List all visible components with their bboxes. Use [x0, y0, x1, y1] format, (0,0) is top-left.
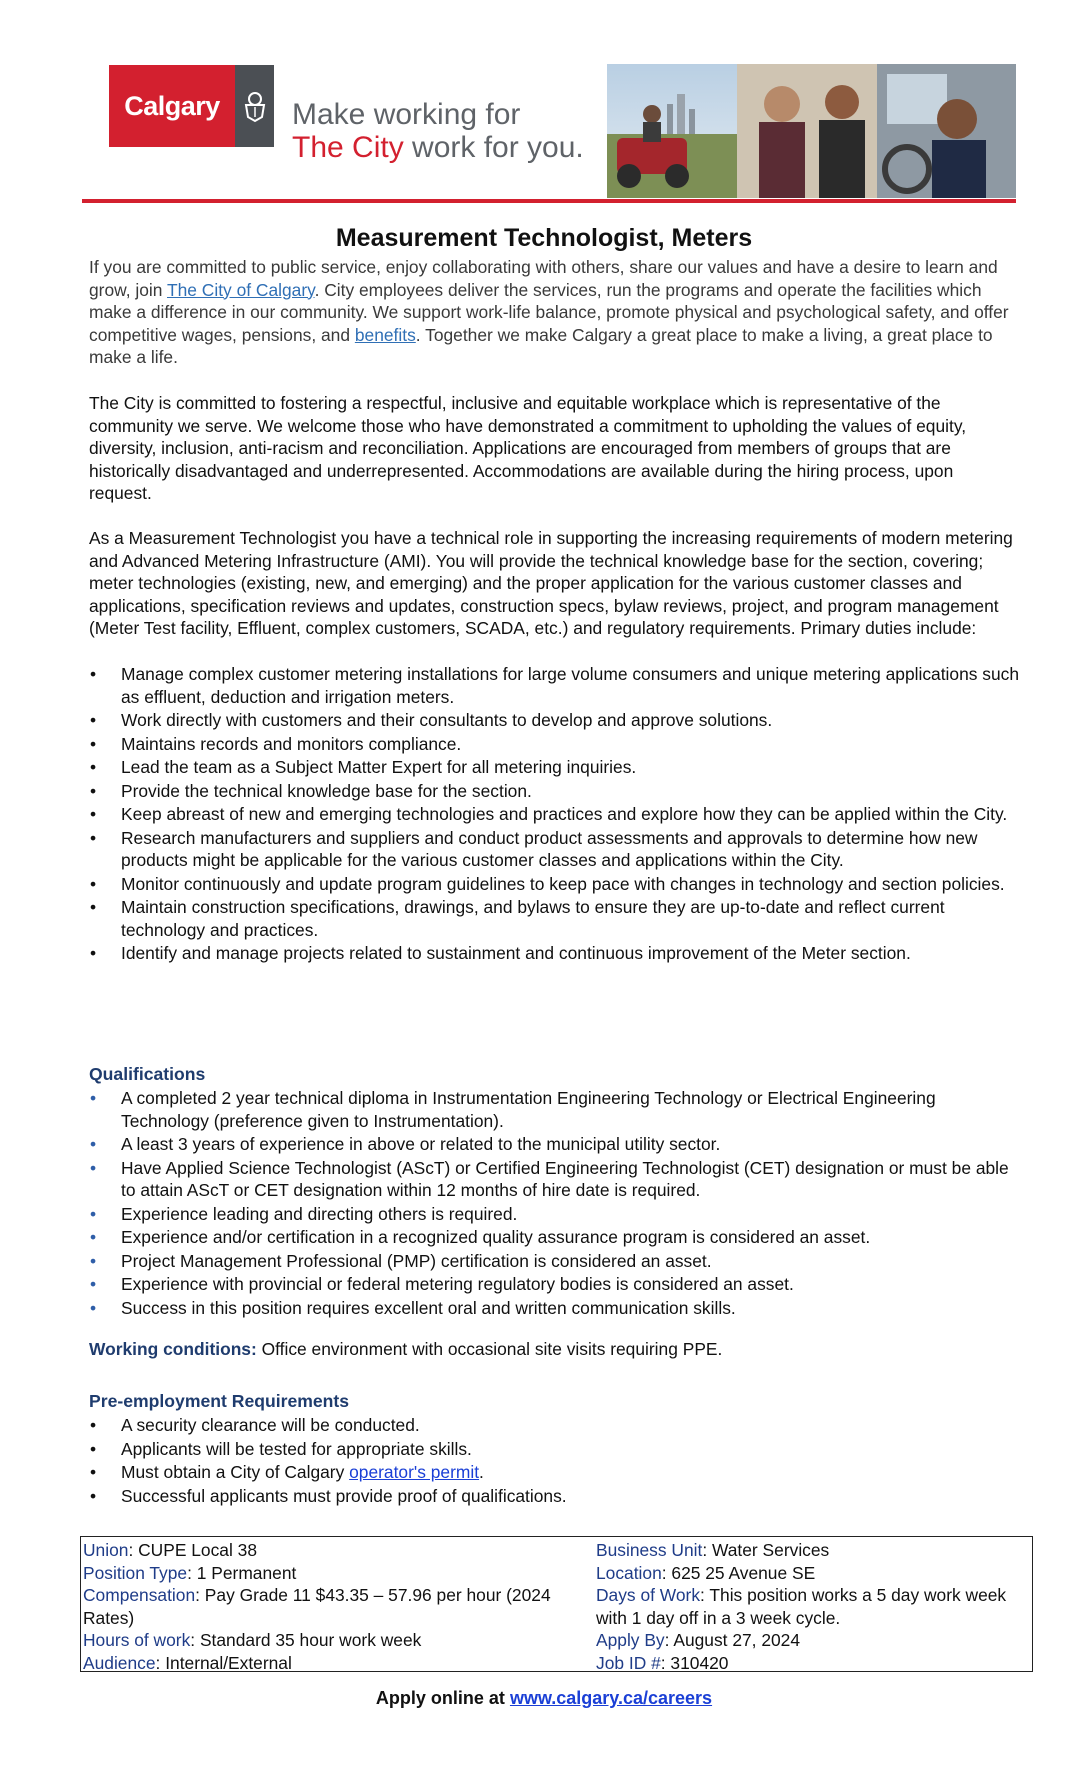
- bullet-icon: •: [90, 1438, 97, 1459]
- list-item: • Must obtain a City of Calgary operator's permit.: [90, 1462, 484, 1482]
- list-item: [89, 1414, 1019, 1437]
- list-item-text: Maintain construction specifications, drawings, and bylaws to ensure they are up-to-date and reflect current technology and practices.: [121, 897, 945, 940]
- detail-label: Job ID #: [596, 1652, 661, 1673]
- intro-text-1: If you are committed to public service, enjoy collaborating with others, share our values and have a desire to learn and grow, join: [89, 257, 998, 300]
- bullet-icon: •: [90, 1274, 97, 1294]
- detail-row: [596, 1562, 1026, 1585]
- list-item: [89, 1133, 1019, 1156]
- list-item: [89, 1226, 1019, 1249]
- detail-label: Hours of work: [83, 1630, 191, 1650]
- detail-label: Position Type: [83, 1562, 188, 1583]
- bullet-icon: •: [90, 733, 97, 754]
- detail-row: [596, 1652, 1026, 1675]
- pre-employment-heading: Pre-employment Requirements: [89, 1391, 350, 1411]
- intro-text-2: . City employees deliver the services, run the programs and operate the facilities which make a difference in our community. We support work-life balance, promote physical and psychological safety, and offer competitive wages, pensions, and: [89, 279, 1009, 345]
- bullet-icon: •: [90, 780, 97, 801]
- list-item: [89, 1485, 1019, 1508]
- tagline-rest: work for you.: [403, 131, 584, 164]
- list-item-text: Experience and/or certification in a recognized quality assurance program is considered an asset.: [121, 1227, 871, 1247]
- list-item: [89, 1438, 1019, 1461]
- list-item-text: Keep abreast of new and emerging technologies and practices and explore how they can be applied within the City.: [121, 804, 1008, 824]
- list-item-text: A completed 2 year technical diploma in Instrumentation Engineering Technology or Electrical Engineering Technology (preference given to Instrumentation).: [121, 1088, 936, 1131]
- list-item: [89, 942, 1019, 965]
- bullet-icon: •: [90, 1088, 97, 1108]
- list-item: [89, 803, 1019, 826]
- detail-label: Union: [83, 1540, 129, 1560]
- banner: [82, 62, 1016, 204]
- job-details-right: [596, 1539, 1026, 1674]
- bullet-icon: •: [90, 710, 97, 730]
- detail-row: [83, 1562, 573, 1585]
- job-details-table: [80, 1536, 1033, 1672]
- bullet-icon: •: [90, 873, 97, 894]
- list-item-text: Success in this position requires excellent oral and written communication skills.: [121, 1297, 736, 1318]
- bullet-icon: •: [90, 827, 97, 848]
- bullet-icon: •: [90, 1462, 97, 1482]
- list-item-text: Project Management Professional (PMP) certification is considered an asset.: [121, 1250, 712, 1271]
- list-item: [89, 873, 1019, 896]
- list-item-text: Applicants will be tested for appropriate skills.: [121, 1438, 472, 1459]
- working-conditions-label: Working conditions:: [89, 1339, 257, 1359]
- detail-value: : Internal/External: [155, 1652, 292, 1673]
- list-item-text: A least 3 years of experience in above or related to the municipal utility sector.: [121, 1134, 721, 1154]
- list-item: [89, 780, 1019, 803]
- list-item: [89, 733, 1019, 756]
- list-item-text: Must obtain a City of Calgary: [121, 1462, 350, 1482]
- list-item-text: Have Applied Science Technologist (AScT) or Certified Engineering Technologist (CET) designation or must be able to attain AScT or CET designation within 12 months of hire date is required.: [121, 1157, 1009, 1200]
- city-logo: [109, 65, 274, 147]
- bullet-icon: •: [90, 1250, 97, 1271]
- apply-online: [0, 1688, 1088, 1709]
- banner-tagline: [292, 98, 584, 164]
- bullet-icon: •: [90, 1227, 97, 1247]
- detail-row: [83, 1629, 573, 1652]
- list-item-text: Work directly with customers and their consultants to develop and approve solutions.: [121, 710, 773, 730]
- intro-text-3: . Together we make Calgary a great place to make a living, a great place to make a life.: [89, 324, 993, 367]
- detail-value: : 625 25 Avenue SE: [661, 1562, 816, 1583]
- list-item-text: Experience leading and directing others is required.: [121, 1203, 518, 1224]
- working-conditions: [89, 1338, 1019, 1361]
- detail-row: [596, 1539, 1026, 1562]
- detail-value: : 1 Permanent: [187, 1562, 297, 1583]
- list-item-text: Monitor continuously and update program guidelines to keep pace with changes in technology and section policies.: [121, 873, 1005, 894]
- banner-divider: [82, 199, 1016, 203]
- list-item: [89, 1273, 1019, 1296]
- pre-employment-list: [89, 1414, 1019, 1508]
- list-item: [89, 709, 1019, 732]
- page-title: Measurement Technologist, Meters: [335, 224, 753, 252]
- list-item-text: Maintains records and monitors compliance.: [121, 733, 462, 754]
- intro-paragraph: [89, 256, 1019, 369]
- benefits-link[interactable]: benefits: [354, 324, 416, 345]
- detail-row: [83, 1539, 573, 1562]
- tagline-line-2: [292, 131, 584, 164]
- detail-row: [83, 1584, 573, 1629]
- bullet-icon: •: [90, 1134, 97, 1154]
- list-item: [89, 1203, 1019, 1226]
- detail-row: [596, 1629, 1026, 1652]
- list-item: [89, 1087, 1019, 1132]
- detail-label: Business Unit: [596, 1540, 703, 1560]
- detail-value: : CUPE Local 38: [128, 1540, 258, 1560]
- list-item-text: Research manufacturers and suppliers and conduct product assessments and approvals to determine how new products might be applicable for the various customer classes and applications within the City.: [121, 827, 978, 870]
- qualifications-list: [89, 1087, 1019, 1320]
- list-item-text: Identify and manage projects related to sustainment and continuous improvement of the Meter section.: [121, 943, 911, 963]
- detail-label: Apply By: [596, 1630, 665, 1650]
- detail-label: Days of Work: [596, 1585, 701, 1605]
- detail-value: : Pay Grade 11 $43.35 – 57.96 per hour (2024 Rates): [83, 1585, 551, 1628]
- inclusion-paragraph: The City is committed to fostering a respectful, inclusive and equitable workplace which is representative of the community we serve. We welcome those who have demonstrated a commitment to upholding the values of equity, diversity, inclusion, anti-racism and reconciliation. Applications are encouraged from members of groups that are historically disadvantaged and underrepresented. Accommodations are available during the hiring process, upon request.: [89, 393, 967, 503]
- list-item-text: Lead the team as a Subject Matter Expert for all metering inquiries.: [121, 757, 637, 777]
- apply-text: Apply online at: [375, 1688, 510, 1708]
- careers-link[interactable]: www.calgary.ca/careers: [509, 1688, 713, 1708]
- operators-permit-link[interactable]: operator's permit: [349, 1462, 480, 1482]
- tagline-line-1: Make working for: [292, 98, 521, 131]
- detail-value: : 310420: [660, 1652, 729, 1673]
- working-conditions-text: Office environment with occasional site visits requiring PPE.: [256, 1339, 723, 1359]
- list-item-text: Experience with provincial or federal metering regulatory bodies is considered an asset.: [121, 1274, 794, 1294]
- bullet-icon: •: [90, 664, 97, 684]
- detail-label: Location: [596, 1562, 662, 1583]
- job-details-left: [83, 1539, 573, 1674]
- bullet-icon: •: [90, 1297, 97, 1318]
- bullet-icon: •: [90, 1415, 97, 1435]
- logo-wordmark: Calgary: [109, 65, 235, 147]
- list-item-text: Manage complex customer metering installations for large volume consumers and unique metering applications such as effluent, deduction and irrigation meters.: [121, 664, 1020, 707]
- list-item: [89, 827, 1019, 872]
- role-paragraph: As a Measurement Technologist you have a technical role in supporting the increasing requirements of modern metering and Advanced Metering Infrastructure (AMI). You will provide the technical knowledge base for the section, covering; meter technologies (existing, new, and emerging) and the proper application for the various customer classes and applications, specification reviews and updates, construction specs, bylaw reviews, project, and program management (Meter Test facility, Effluent, complex customers, SCADA, etc.) and regulatory requirements. Primary duties include:: [89, 528, 1013, 638]
- list-item: [89, 1297, 1019, 1320]
- list-item-text: Provide the technical knowledge base for the section.: [121, 780, 532, 801]
- qualifications-heading: Qualifications: [89, 1064, 206, 1084]
- duties-list: [89, 663, 1019, 966]
- detail-label: Audience: [83, 1652, 156, 1673]
- bullet-icon: •: [90, 757, 97, 777]
- list-item-text: Successful applicants must provide proof of qualifications.: [121, 1485, 567, 1506]
- list-item: [89, 756, 1019, 779]
- bullet-icon: •: [90, 1157, 97, 1178]
- list-item: [89, 1250, 1019, 1273]
- crest-icon: [235, 65, 274, 147]
- list-item: [89, 896, 1019, 941]
- detail-value: : Water Services: [702, 1540, 830, 1560]
- bullet-icon: •: [90, 1203, 97, 1224]
- detail-row: [83, 1652, 573, 1675]
- list-item-text: A security clearance will be conducted.: [121, 1415, 420, 1435]
- city-of-calgary-link[interactable]: The City of Calgary: [167, 279, 315, 300]
- list-item: [89, 663, 1019, 708]
- detail-row: [596, 1584, 1026, 1629]
- bullet-icon: •: [90, 1485, 97, 1506]
- detail-value: : August 27, 2024: [664, 1630, 801, 1650]
- detail-value: : This position works a 5 day work week with 1 day off in a 3 week cycle.: [596, 1585, 1007, 1628]
- employee-photo-collage: [607, 64, 1016, 198]
- tagline-red: The City: [292, 131, 404, 164]
- bullet-icon: •: [90, 897, 97, 917]
- bullet-icon: •: [90, 943, 97, 963]
- bullet-icon: •: [90, 804, 97, 824]
- detail-label: Compensation: [83, 1585, 196, 1605]
- list-item: [89, 1157, 1019, 1202]
- detail-value: : Standard 35 hour work week: [190, 1630, 422, 1650]
